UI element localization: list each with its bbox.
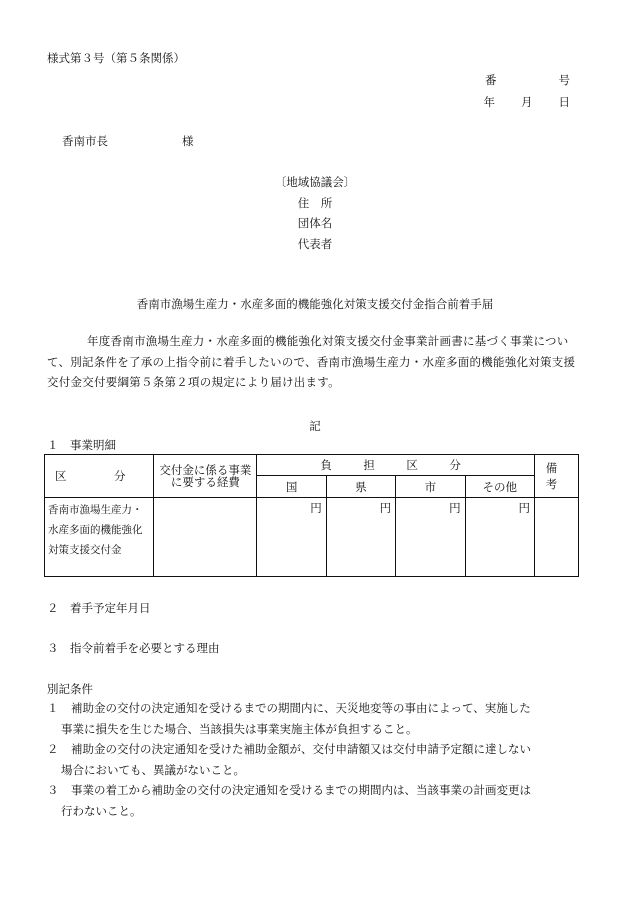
applicant-block [0, 172, 630, 254]
number-line [484, 69, 571, 91]
yen-shi: 円 [396, 498, 465, 577]
addressee-honorific: 様 [182, 134, 194, 148]
year-label: 年 [483, 95, 495, 109]
condition-number: １ [47, 701, 59, 715]
number-suffix: 号 [558, 73, 570, 87]
number-label: 番 [485, 73, 497, 87]
applicant-representative-label: 代表者 [297, 236, 333, 251]
ki-heading: 記 [309, 419, 321, 433]
condition-continuation: 行わないこと。 [61, 803, 142, 818]
date-block [484, 69, 571, 113]
section-3-heading: ３ 指令前着手を必要とする理由 [47, 641, 220, 655]
header-cost: 交付金に係る事業に要する経費 [154, 455, 257, 498]
applicant-org-label: 団体名 [297, 216, 333, 230]
condition-text: 補助金の交付の決定通知を受けるまでの期間内に、天災地変等の事由によって、実施した [71, 701, 531, 715]
header-ken: 県 [326, 476, 395, 498]
yen-ken: 円 [326, 498, 395, 577]
month-label: 月 [521, 95, 533, 109]
document-title: 香南市漁場生産力・水産多面的機能強化対策支援交付金指合前着手届 [136, 297, 494, 311]
applicant-address-label: 住 所 [297, 195, 333, 210]
header-kuni: 国 [257, 476, 326, 498]
addressee-name: 香南市長 [62, 134, 108, 148]
yen-sonota: 円 [465, 498, 534, 577]
cost-cell [154, 498, 257, 577]
date-line [484, 91, 571, 113]
header-sonota: その他 [465, 476, 534, 498]
form-number: 様式第３号（第５条関係） [47, 51, 185, 65]
addressee [62, 133, 194, 149]
section-2-heading: ２ 着手予定年月日 [47, 601, 151, 615]
detail-table [44, 454, 589, 577]
condition-item [47, 698, 587, 739]
item-name-cell: 香南市漁場生産力・水産多面的機能強化対策支援交付金 [45, 498, 154, 577]
condition-item [47, 780, 587, 821]
conditions-heading: 別記条件 [47, 682, 93, 696]
yen-kuni: 円 [257, 498, 326, 577]
applicant-group: 〔地域協議会〕 [274, 175, 356, 189]
header-bikou: 備 考 [534, 455, 578, 498]
section-1-heading: １ 事業明細 [47, 438, 116, 452]
header-futan: 負 担 区 分 [257, 455, 535, 476]
condition-text: 補助金の交付の決定通知を受けた補助金額が、交付申請額又は交付申請予定額に達しない [71, 742, 531, 756]
day-label: 日 [558, 95, 570, 109]
condition-continuation: 事業に損失を生じた場合、当該損失は事業実施主体が負担すること。 [61, 721, 418, 736]
condition-item [47, 739, 587, 780]
condition-continuation: 場合においても、異議がないこと。 [61, 762, 245, 777]
condition-number: ２ [47, 742, 59, 756]
header-shi: 市 [396, 476, 465, 498]
condition-text: 事業の着工から補助金の交付の決定通知を受けるまでの期間内は、当該事業の計画変更は [71, 783, 531, 797]
condition-number: ３ [47, 783, 59, 797]
header-kubun: 区 分 [45, 455, 154, 498]
body-paragraph: 年度香南市漁場生産力・水産多面的機能強化対策支援交付金事業計画書に基づく事業について、別記条件を了承の上指令前に着手したいので、香南市漁場生産力・水産多面的機能強化対策支援交付金交付要綱第５条第２項の規定により届け出ます。 [47, 334, 576, 389]
table-row [45, 498, 579, 577]
bikou-cell [534, 498, 578, 577]
